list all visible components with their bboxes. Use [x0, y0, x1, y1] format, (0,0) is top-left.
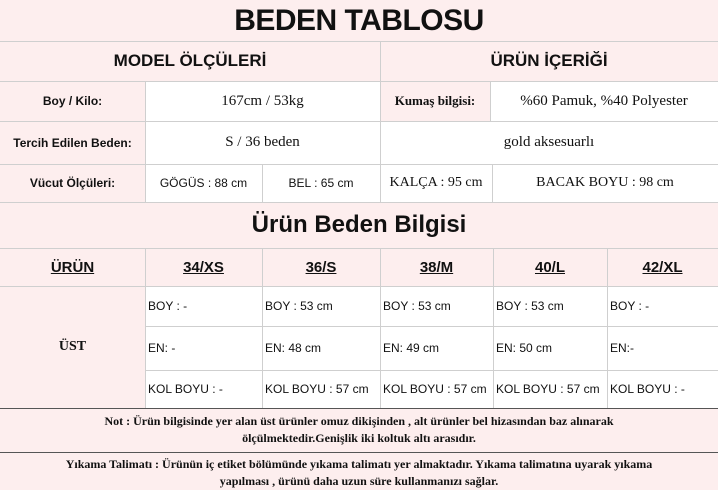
waist-measurement: BEL : 65 cm: [288, 176, 354, 190]
measurement-note-line2: ölçülmektedir.Genişlik iki koltuk altı arasıdır.: [242, 431, 476, 445]
product-content-header: ÜRÜN İÇERİĞİ: [490, 51, 608, 70]
boy-xl: BOY : -: [610, 299, 650, 313]
accessory-info: gold aksesuarlı: [503, 134, 595, 150]
top-garment-label: ÜST: [58, 339, 87, 354]
kol-xs: KOL BOYU : -: [148, 382, 223, 396]
en-l: EN: 50 cm: [496, 341, 553, 355]
preferred-size-label: Tercih Edilen Beden:: [13, 135, 132, 150]
size-header-xs: 34/XS: [183, 258, 224, 276]
hip-measurement: KALÇA : 95 cm: [389, 175, 483, 190]
en-m: EN: 49 cm: [383, 341, 440, 355]
fabric-value: %60 Pamuk, %40 Polyester: [520, 92, 688, 109]
size-info-title: Ürün Beden Bilgisi: [251, 211, 467, 238]
kol-xl: KOL BOYU : -: [610, 382, 685, 396]
washing-instructions: [0, 456, 718, 490]
size-header-xl: 42/XL: [642, 258, 683, 276]
measurement-note-line1: Not : Ürün bilgisinde yer alan üst ürünler omuz dikişinden , alt ürünler bel hizasından baz alınarak: [104, 414, 614, 428]
boy-xs: BOY : -: [148, 299, 188, 313]
body-measurements-label: Vücut Ölçüleri:: [29, 176, 116, 190]
boy-s: BOY : 53 cm: [265, 299, 333, 313]
washing-instructions-line1: Yıkama Talimatı : Ürünün iç etiket bölümünde yıkama talimatı yer almaktadır. Yıkama talimatına uyarak yıkama: [65, 457, 653, 471]
boy-l: BOY : 53 cm: [496, 299, 564, 313]
size-header-l: 40/L: [534, 258, 565, 276]
boy-m: BOY : 53 cm: [383, 299, 451, 313]
en-xl: EN:-: [610, 341, 634, 355]
size-header-s: 36/S: [305, 258, 337, 276]
fabric-label: Kumaş bilgisi:: [394, 93, 476, 108]
preferred-size-value: S / 36 beden: [225, 134, 300, 150]
kol-l: KOL BOYU : 57 cm: [496, 382, 600, 396]
kol-s: KOL BOYU : 57 cm: [265, 382, 369, 396]
measurement-note: [0, 413, 718, 447]
kol-m: KOL BOYU : 57 cm: [383, 382, 487, 396]
height-weight-value: 167cm / 53kg: [221, 92, 304, 109]
en-s: EN: 48 cm: [265, 341, 322, 355]
model-measurements-header: MODEL ÖLÇÜLERİ: [113, 51, 267, 70]
height-weight-label: Boy / Kilo:: [42, 94, 103, 108]
inseam-measurement: BACAK BOYU : 98 cm: [536, 175, 674, 190]
en-xs: EN: -: [148, 341, 176, 355]
washing-instructions-line2: yapılması , ürünü daha uzun süre kullanmanızı sağlar.: [219, 474, 499, 488]
size-header-m: 38/M: [419, 258, 454, 276]
page-title: BEDEN TABLOSU: [234, 3, 484, 37]
product-column-header: ÜRÜN: [50, 258, 95, 276]
chest-measurement: GÖGÜS : 88 cm: [159, 176, 248, 190]
